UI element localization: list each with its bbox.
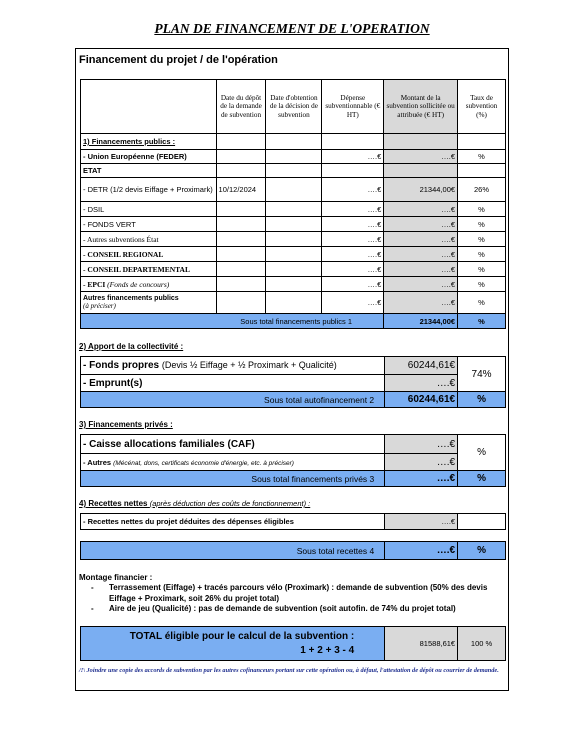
bullet-dash: -: [91, 604, 94, 614]
recettes-label: - Recettes nettes du projet déduites des dépenses éligibles: [81, 514, 385, 530]
header-montant: Montant de la subvention sollicitée ou attribuée (€ HT): [384, 80, 458, 134]
public-financing-table: [80, 79, 506, 329]
list-item: [91, 583, 504, 604]
subtotal-value: 21344,00€: [384, 314, 458, 329]
subtotal-label: Sous total autofinancement 2: [81, 392, 385, 408]
subtotal-taux: %: [458, 314, 506, 329]
montant-cell[interactable]: ….€: [384, 217, 458, 232]
depense-cell[interactable]: ….€: [322, 262, 384, 277]
recettes-taux[interactable]: [458, 514, 506, 530]
page-title: PLAN DE FINANCEMENT DE L'OPERATION: [154, 21, 430, 36]
montant-cell[interactable]: ….€: [384, 277, 458, 292]
caf-label: - Caisse allocations familiales (CAF): [81, 435, 385, 454]
row-label-main: - EPCI: [83, 279, 106, 289]
table-row: [81, 292, 506, 314]
montage-item-text: Terrassement (Eiffage) + tracés parcours vélo (Proximark) : demande de subvention (50% des devis Eiffage + Proximark, soit 26% du projet total): [109, 583, 488, 603]
row-label: - FONDS VERT: [81, 217, 217, 232]
fonds-propres-value[interactable]: 60244,61€: [385, 357, 458, 375]
footnote: /!\ Joindre une copie des accords de subvention par les autres cofinanceurs portant sur cette opération ou, à défaut, l'attestation de dépôt ou courrier de demande.: [79, 667, 499, 674]
table-row: [81, 217, 506, 232]
depense-cell[interactable]: ….€: [322, 178, 384, 202]
subtotal-value: ….€: [385, 542, 458, 560]
recettes-total-table: [80, 541, 506, 560]
montage-item-text: Aire de jeu (Qualicité) : pas de demande de subvention (soit autofin. de 74% du projet total): [109, 604, 456, 614]
section-heading: Financement du projet / de l'opération: [79, 54, 278, 66]
row-label: [81, 277, 217, 292]
taux-cell[interactable]: %: [458, 202, 506, 217]
montant-cell[interactable]: ….€: [384, 202, 458, 217]
subtotal-value: ….€: [385, 471, 458, 487]
subtotal-label: Sous total recettes 4: [81, 542, 385, 560]
subtotal-label: Sous total financements privés 3: [81, 471, 385, 487]
public-section-label: 1) Financements publics :: [81, 134, 217, 150]
row-label: - Union Européenne (FEDER): [81, 150, 217, 164]
prives-taux[interactable]: %: [458, 435, 506, 471]
total-value: 81588,61€: [385, 627, 458, 661]
depense-cell[interactable]: ….€: [322, 217, 384, 232]
taux-cell[interactable]: 26%: [458, 178, 506, 202]
taux-cell[interactable]: %: [458, 150, 506, 164]
taux-cell[interactable]: %: [458, 232, 506, 247]
emprunt-value[interactable]: ….€: [385, 375, 458, 392]
date-depot-cell[interactable]: 10/12/2024: [216, 178, 266, 202]
header-taux: Taux de subvention (%): [458, 80, 506, 134]
header-date-obtention: Date d'obtention de la décision de subvention: [266, 80, 322, 134]
total-taux: 100 %: [458, 627, 506, 661]
list-item: [91, 604, 504, 614]
subtotal-row: [81, 542, 506, 560]
recettes-label-main: 4) Recettes nettes: [79, 499, 148, 508]
depense-cell[interactable]: ….€: [322, 292, 384, 314]
montant-cell[interactable]: ….€: [384, 262, 458, 277]
total-table: [80, 626, 506, 661]
recettes-section-label: [79, 499, 310, 508]
depense-cell[interactable]: ….€: [322, 202, 384, 217]
row-label: - Autres subventions État: [81, 232, 217, 247]
row-label: - CONSEIL DEPARTEMENTAL: [81, 262, 217, 277]
montant-cell[interactable]: 21344,00€: [384, 178, 458, 202]
recettes-table: [80, 513, 506, 530]
depense-cell[interactable]: ….€: [322, 150, 384, 164]
autres-label-detail: (Mécénat, dons, certificats économie d'énergie, etc. à préciser): [113, 459, 294, 467]
row-label: - CONSEIL REGIONAL: [81, 247, 217, 262]
header-date-depot: Date du dépôt de la demande de subvention: [216, 80, 266, 134]
montant-cell[interactable]: ….€: [384, 150, 458, 164]
row-label-note: (Fonds de concours): [107, 279, 170, 289]
table-row: [81, 178, 506, 202]
header-depense: Dépense subventionnable (€ HT): [322, 80, 384, 134]
montant-cell[interactable]: ….€: [384, 292, 458, 314]
recettes-label-note: (après déduction des coûts de fonctionnement) :: [149, 499, 311, 508]
row-label: - DSIL: [81, 202, 217, 217]
taux-cell[interactable]: %: [458, 277, 506, 292]
row-label-main: Autres financements publics: [83, 294, 179, 302]
autres-label: [81, 454, 385, 471]
fonds-label-detail: (Devis ½ Eiffage + ½ Proximark + Qualicité): [161, 360, 337, 370]
row-label: - DETR (1/2 devis Eiffage + Proximark): [81, 178, 217, 202]
taux-cell[interactable]: %: [458, 262, 506, 277]
subtotal-taux: %: [458, 392, 506, 408]
caf-value[interactable]: ….€: [385, 435, 458, 454]
subtotal-taux: %: [458, 542, 506, 560]
apport-table: [80, 356, 506, 408]
subtotal-row: [81, 392, 506, 408]
montage-label: Montage financier :: [79, 573, 153, 582]
taux-cell[interactable]: %: [458, 292, 506, 314]
recettes-value[interactable]: ….€: [385, 514, 458, 530]
depense-cell[interactable]: ….€: [322, 232, 384, 247]
table-row: [81, 202, 506, 217]
subtotal-value: 60244,61€: [385, 392, 458, 408]
subtotal-label: Sous total financements publics 1: [81, 314, 384, 329]
fonds-label-main: - Fonds propres: [83, 360, 160, 371]
table-row: [81, 247, 506, 262]
subtotal-row: [81, 314, 506, 329]
table-row: [81, 164, 506, 178]
subtotal-row: [81, 471, 506, 487]
emprunt-label: - Emprunt(s): [81, 375, 385, 392]
bullet-dash: -: [91, 583, 94, 593]
total-label: [81, 627, 385, 661]
montant-cell[interactable]: ….€: [384, 247, 458, 262]
row-label-note: (à préciser): [83, 301, 116, 310]
total-label-line2: 1 + 2 + 3 - 4: [300, 644, 355, 656]
header-blank: [81, 80, 217, 134]
table-row: [81, 277, 506, 292]
subtotal-taux: %: [458, 471, 506, 487]
depense-cell[interactable]: ….€: [322, 277, 384, 292]
montant-cell[interactable]: ….€: [384, 232, 458, 247]
total-label-line1: TOTAL éligible pour le calcul de la subvention :: [129, 631, 355, 642]
table-row: [81, 150, 506, 164]
row-label: ETAT: [81, 164, 217, 178]
apport-section-label: 2) Apport de la collectivité :: [79, 342, 184, 351]
autres-value[interactable]: ….€: [385, 454, 458, 471]
montage-financier: [79, 573, 504, 615]
taux-cell[interactable]: %: [458, 247, 506, 262]
prives-section-label: 3) Financements privés :: [79, 420, 173, 429]
fonds-propres-label: [81, 357, 385, 375]
apport-taux[interactable]: 74%: [458, 357, 506, 392]
autres-label-main: - Autres: [83, 457, 112, 467]
prives-table: [80, 434, 506, 487]
table-row: [81, 262, 506, 277]
taux-cell[interactable]: %: [458, 217, 506, 232]
table-row: [81, 232, 506, 247]
row-label: [81, 292, 217, 314]
depense-cell[interactable]: ….€: [322, 247, 384, 262]
